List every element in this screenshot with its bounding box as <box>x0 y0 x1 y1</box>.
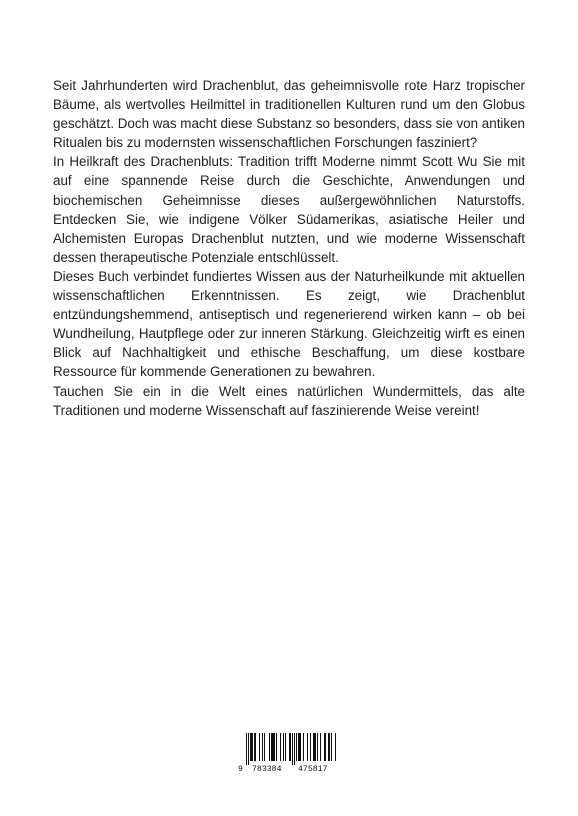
barcode-bar <box>314 733 315 761</box>
barcode-bar <box>328 733 329 761</box>
barcode-bar <box>310 733 311 761</box>
barcode-bar <box>320 733 321 761</box>
barcode-bar <box>300 733 301 761</box>
barcode-bar <box>285 733 286 761</box>
barcode-bar <box>250 733 251 761</box>
isbn-barcode <box>238 733 338 775</box>
barcode-bar <box>315 733 316 761</box>
barcode-bars <box>238 733 338 765</box>
back-cover-blurb <box>53 76 525 420</box>
blurb-paragraph-4: Tauchen Sie ein in die Welt eines natürlichen Wundermittels, das alte Traditionen und moderne Wissenschaft auf faszinierende Weise vereint! <box>53 383 525 418</box>
barcode-first-digit: 9 <box>238 765 243 774</box>
barcode-bar <box>264 733 265 761</box>
barcode-bar <box>283 733 284 761</box>
barcode-bar <box>262 733 263 761</box>
barcode-bar <box>296 733 297 761</box>
barcode-bar <box>248 733 249 765</box>
barcode-bar <box>255 733 256 761</box>
barcode-bar <box>324 733 325 761</box>
barcode-bar <box>246 733 247 765</box>
barcode-bar <box>276 733 277 761</box>
barcode-bar <box>259 733 260 761</box>
barcode-bar <box>269 733 270 761</box>
barcode-bar <box>331 733 332 761</box>
barcode-bar <box>254 733 255 761</box>
barcode-bar <box>252 733 253 761</box>
barcode-left-group: 783384 <box>252 765 282 774</box>
barcode-bar <box>271 733 272 761</box>
barcode-right-group: 475817 <box>298 765 328 774</box>
barcode-bar <box>280 733 281 761</box>
barcode-bar <box>274 733 275 761</box>
barcode-bar <box>303 733 304 761</box>
barcode-bar <box>299 733 300 761</box>
barcode-bar <box>317 733 318 761</box>
barcode-bar <box>294 733 295 765</box>
barcode-bar <box>292 733 293 765</box>
barcode-bar <box>272 733 273 761</box>
blurb-paragraph-1: Seit Jahrhunderten wird Drachenblut, das geheimnisvolle rote Harz tropischer Bäume, als wertvolles Heilmittel in traditionellen Kulturen rund um den Globus geschätzt. Doch was macht diese Substanz so besonders, dass sie von antiken Ritualen bis zu modernsten wissenschaftlichen Forschungen fasziniert? <box>53 78 525 151</box>
barcode-bar <box>251 733 252 761</box>
barcode-bar <box>307 733 308 761</box>
barcode-digits <box>238 765 338 775</box>
blurb-paragraph-3: Dieses Buch verbindet fundiertes Wissen aus der Naturheilkunde mit aktuellen wissenschaftlichen Erkenntnissen. Es zeigt, wie Drachenblut entzündungshemmend, antiseptisch und regenerierend wirken kann – ob bei Wundheilung, Hautpflege oder zur inneren Stärkung. Gleichzeitig wirft es einen Blick auf Nachhaltigkeit und ethische Beschaffung, um diese kostbare Ressource für kommende Generationen zu bewahren. <box>53 268 525 380</box>
barcode-bar <box>290 733 291 761</box>
barcode-bar <box>273 733 274 761</box>
barcode-bar <box>313 733 314 761</box>
barcode-bar <box>289 733 290 761</box>
barcode-bar <box>325 733 326 761</box>
blurb-paragraph-2: In Heilkraft des Drachenbluts: Tradition trifft Moderne nimmt Scott Wu Sie mit auf eine spannende Reise durch die Geschichte, Anwendungen und biochemischen Geheimnisse dieses außergewöhnlichen Naturstoffs. Entdecken Sie, wie indigene Völker Südamerikas, asiatische Heiler und Alchemisten Europas Drachenblut nutzten, und wie moderne Wissenschaft dessen therapeutische Potenziale entschlüsselt. <box>53 154 525 265</box>
barcode-bar <box>298 733 299 761</box>
barcode-bar <box>335 733 336 761</box>
barcode-bar <box>329 733 330 761</box>
